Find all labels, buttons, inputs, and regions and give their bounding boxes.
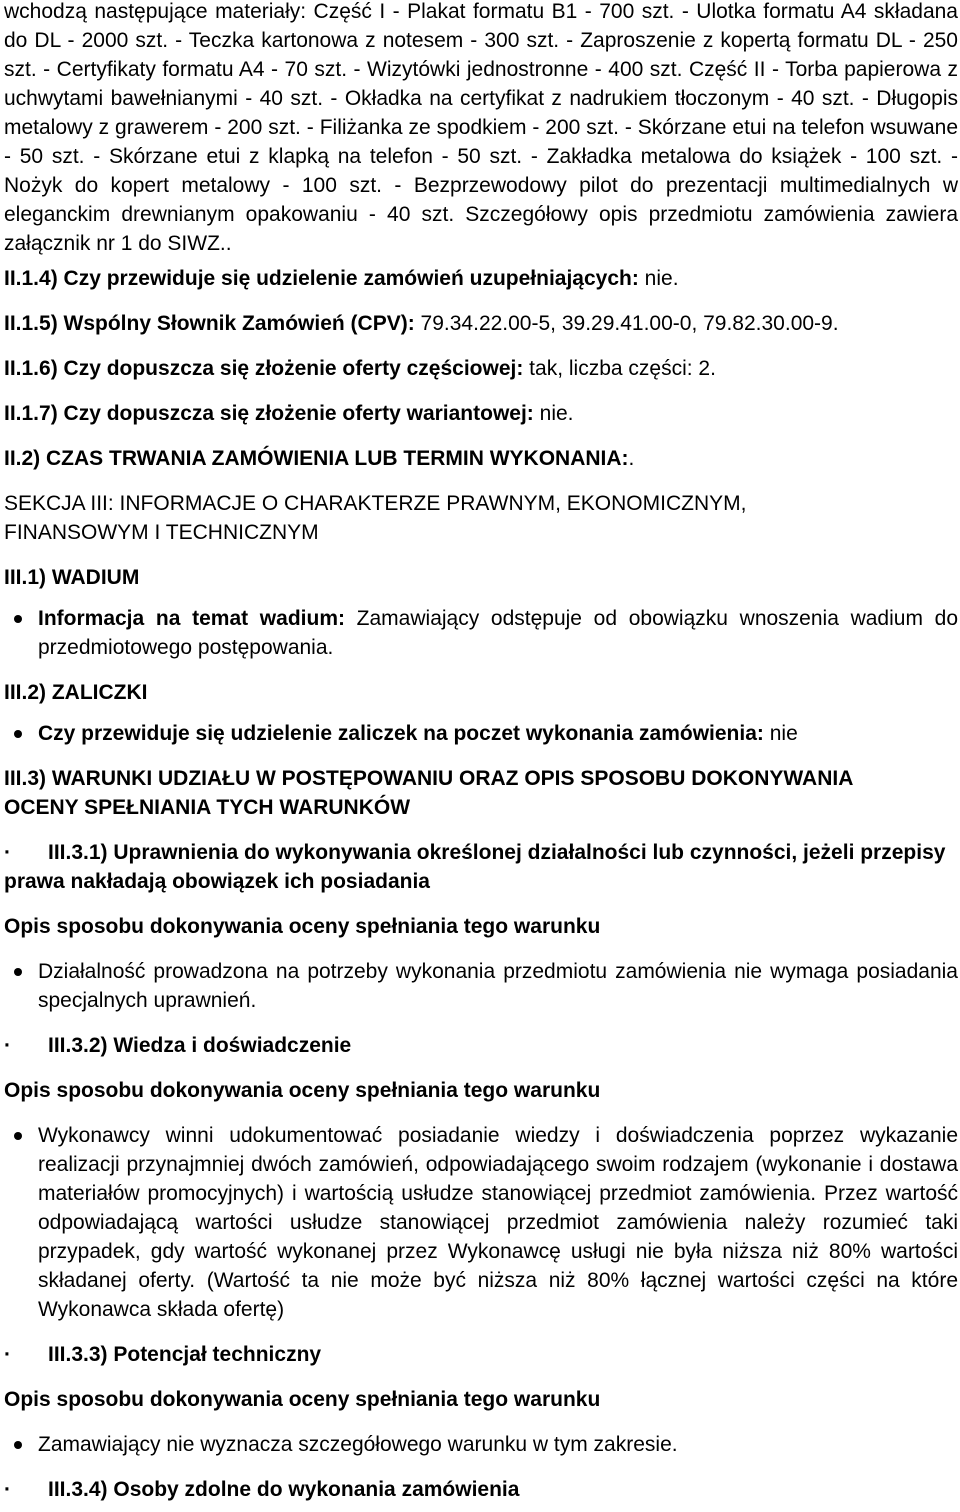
list-item [38, 604, 958, 662]
question-label: II.1.5) Wspólny Słownik Zamówień (CPV): [4, 312, 415, 335]
question-label: II.2) CZAS TRWANIA ZAMÓWIENIA LUB TERMIN WYKONANIA: [4, 447, 629, 470]
item-label: Czy przewiduje się udzielenie zaliczek na poczet wykonania zamówienia: [38, 722, 764, 745]
heading-iii-3-2 [4, 1023, 958, 1068]
question-value: nie. [533, 402, 574, 425]
middle-dot: · [4, 841, 11, 864]
heading-iii-3-3 [4, 1332, 958, 1377]
question-value: . [628, 447, 635, 470]
question-label: II.1.4) Czy przewiduje się udzielenie zamówień uzupełniających: [4, 267, 639, 290]
question-ii-1-5 [4, 301, 958, 346]
middle-dot: · [4, 1034, 11, 1057]
middle-dot: · [4, 1478, 11, 1501]
question-value: tak, liczba części: 2. [523, 357, 716, 380]
w31-list [4, 949, 958, 1023]
question-ii-2 [4, 436, 958, 481]
section-iii-title [4, 481, 958, 555]
item-label: Informacja na temat wadium: [38, 607, 345, 630]
heading-iii-3-4 [4, 1467, 958, 1512]
heading-text: III.3.3) Potencjał techniczny [48, 1343, 322, 1366]
wadium-list [4, 596, 958, 670]
list-item: Zamawiający nie wyznacza szczegółowego warunku w tym zakresie. [38, 1430, 958, 1459]
w32-list [4, 1113, 958, 1332]
question-value: nie. [638, 267, 679, 290]
list-item: Wykonawcy winni udokumentować posiadanie wiedzy i doświadczenia poprzez wykazanie realizacji przynajmniej dwóch zamówień, odpowiadającego swoim rodzajem (wykonanie i dostawa materiałów promocyjnych) i wartością usłudze stanowiącej przedmiot zamówienia. Przez wartość odpowiadającą wartości usłudze stanowiącej przedmiot zamówienia należy rozumieć taki przypadek, gdy wartość wykonanej przez Wykonawcę usługi nie była niższa niż 80% wartości składanej oferty. (Wartość ta nie może być niższa niż 80% łącznej wartości części na które Wykonawca składa ofertę) [38, 1121, 958, 1324]
question-value: 79.34.22.00-5, 39.29.41.00-0, 79.82.30.00-9. [414, 312, 839, 335]
zaliczki-list [4, 711, 958, 756]
question-label: II.1.6) Czy dopuszcza się złożenie oferty częściowej: [4, 357, 524, 380]
heading-warunki [4, 756, 958, 830]
heading-text: III.3.4) Osoby zdolne do wykonania zamówienia [48, 1478, 520, 1501]
heading-text: III.2) ZALICZKI [4, 681, 148, 704]
heading-text: III.3.2) Wiedza i doświadczenie [48, 1034, 352, 1057]
intro-paragraph: wchodzą następujące materiały: Część I - Plakat formatu B1 - 700 szt. - Ulotka formatu A4 składana do DL - 2000 szt. - Teczka kartonowa z notesem - 300 szt. - Zaproszenie z kopertą formatu DL - 250 szt. - Certyfikaty formatu A4 - 70 szt. - Wizytówki jednostronne - 400 szt. Część II - Torba papierowa z uchwytami bawełnianymi - 40 szt. - Okładka na certyfikat z nadrukiem tłoczonym - 40 szt. - Długopis metalowy z grawerem - 200 szt. - Filiżanka ze spodkiem - 200 szt. - Skórzane etui na telefon wsuwane - 50 szt. - Skórzane etui z klapką na telefon - 50 szt. - Zakładka metalowa do książek - 100 szt. - Nożyk do kopert metalowy - 100 szt. - Bezprzewodowy pilot do prezentacji multimedialnych w eleganckim drewnianym opakowaniu - 40 szt. Szczegółowy opis przedmiotu zamówienia zawiera załącznik nr 1 do SIWZ.. [4, 0, 958, 255]
heading-text: III.1) WADIUM [4, 566, 140, 589]
heading-line: OCENY SPEŁNIANIA TYCH WARUNKÓW [4, 796, 411, 819]
w33-list [4, 1422, 958, 1467]
question-ii-1-7 [4, 391, 958, 436]
opis-heading: Opis sposobu dokonywania oceny spełniania tego warunku [4, 1079, 601, 1102]
heading-wadium [4, 555, 958, 596]
heading-zaliczki [4, 670, 958, 711]
heading-iii-3-1 [4, 830, 958, 904]
question-ii-1-6 [4, 346, 958, 391]
item-value: nie [763, 722, 798, 745]
heading-text: III.3.1) Uprawnienia do wykonywania określonej działalności lub czynności, jeżeli przepisy prawa nakładają obowiązek ich posiadania [4, 841, 946, 893]
opis-heading: Opis sposobu dokonywania oceny spełniania tego warunku [4, 915, 601, 938]
opis-heading: Opis sposobu dokonywania oceny spełniania tego warunku [4, 1388, 601, 1411]
item-value: Zamawiający odstępuje od obowiązku wnoszenia wadium do przedmiotowego postępowania. [38, 607, 958, 659]
section-title-line: SEKCJA III: INFORMACJE O CHARAKTERZE PRAWNYM, EKONOMICZNYM, [4, 492, 747, 515]
heading-line: III.3) WARUNKI UDZIAŁU W POSTĘPOWANIU ORAZ OPIS SPOSOBU DOKONYWANIA [4, 767, 854, 790]
question-label: II.1.7) Czy dopuszcza się złożenie oferty wariantowej: [4, 402, 534, 425]
middle-dot: · [4, 1343, 11, 1366]
list-item: Działalność prowadzona na potrzeby wykonania przedmiotu zamówienia nie wymaga posiadania specjalnych uprawnień. [38, 957, 958, 1015]
question-ii-1-4 [4, 258, 958, 301]
section-title-line: FINANSOWYM I TECHNICZNYM [4, 521, 319, 544]
list-item [38, 719, 958, 748]
